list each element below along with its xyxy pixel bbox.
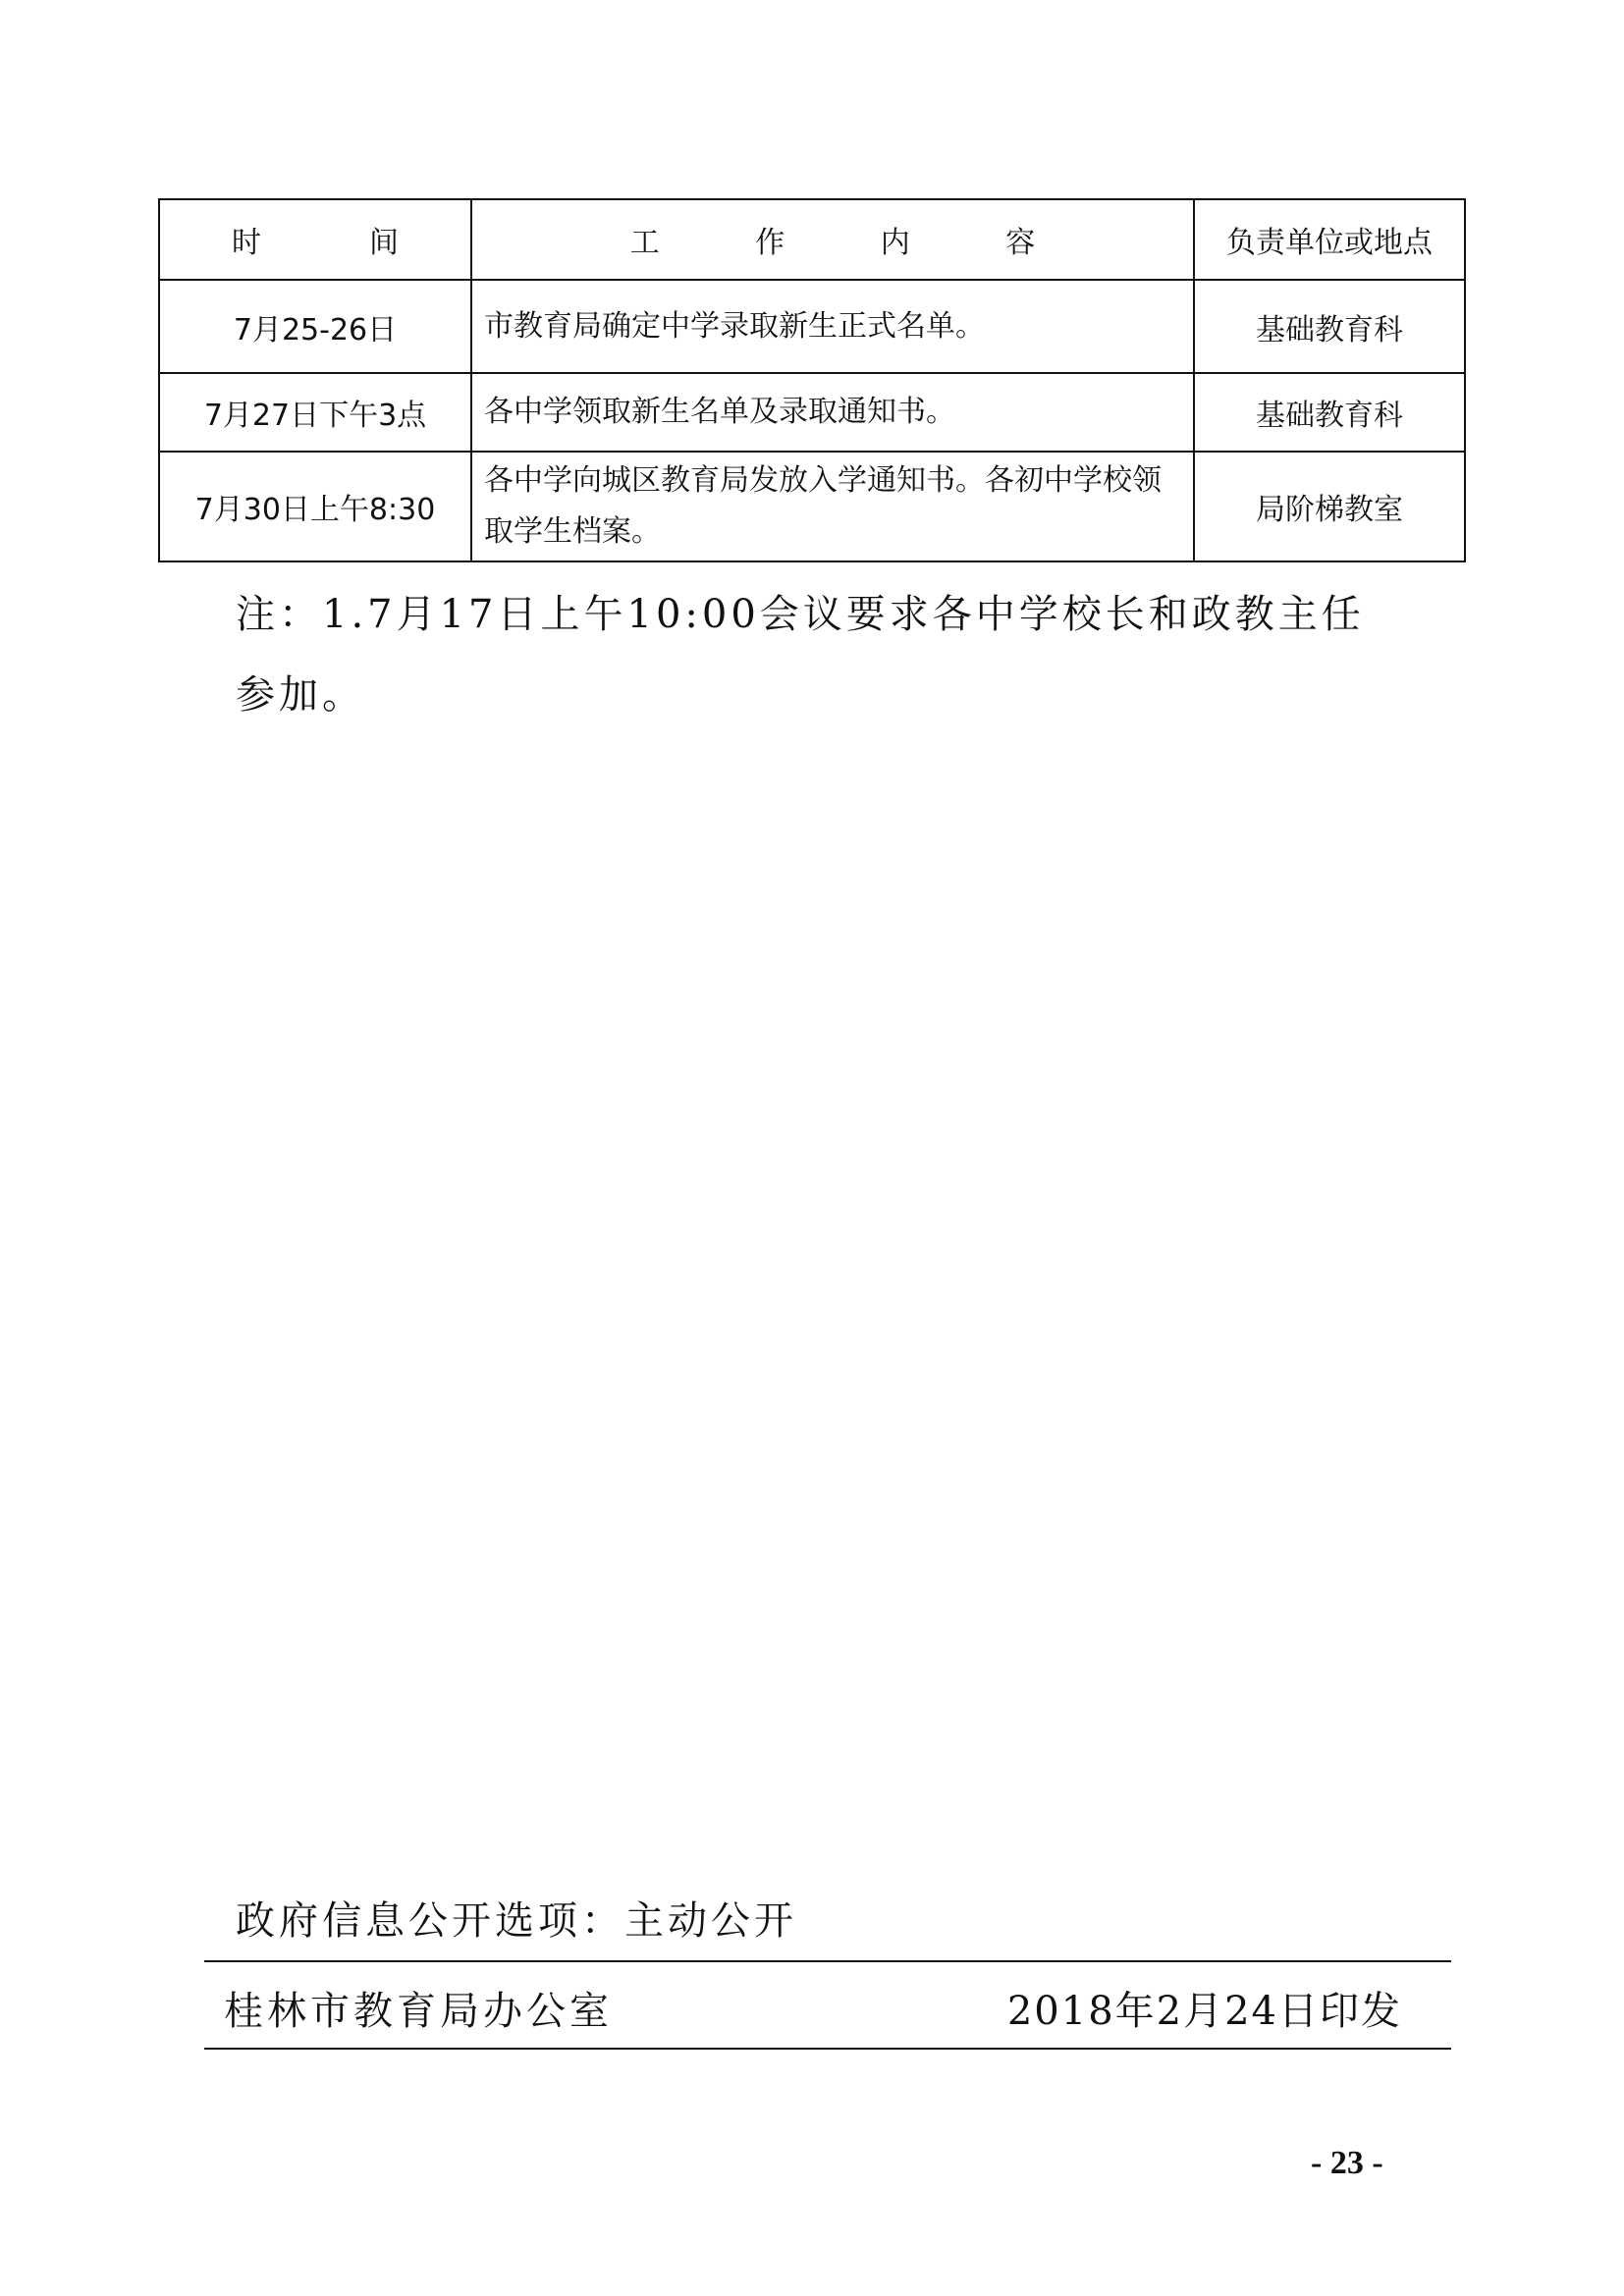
table-row [159, 452, 1465, 561]
table-row [159, 373, 1465, 452]
schedule-table [158, 198, 1466, 562]
row-time: 7月25-26日 [159, 280, 471, 373]
row-time: 7月27日下午3点 [159, 373, 471, 452]
footer-rule-bottom [204, 2048, 1451, 2050]
header-time [159, 199, 471, 280]
issuer: 桂林市教育局办公室 [224, 1989, 613, 2034]
header-content-label: 工 作 内 容 [629, 226, 1079, 260]
header-time-label: 时 间 [232, 226, 438, 260]
row-unit: 基础教育科 [1194, 280, 1465, 373]
issue-date: 2018年2月24日印发 [1006, 1989, 1402, 2034]
table-row [159, 280, 1465, 373]
row-content: 各中学向城区教育局发放入学通知书。各初中学校领取学生档案。 [471, 452, 1194, 561]
disclosure-option: 政府信息公开选项：主动公开 [236, 1898, 797, 1944]
table-header-row [159, 199, 1465, 280]
row-content: 市教育局确定中学录取新生正式名单。 [471, 280, 1194, 373]
row-unit: 局阶梯教室 [1194, 452, 1465, 561]
footer-rule-top [204, 1960, 1451, 1962]
page-number: - 23 - [1311, 2145, 1383, 2181]
meeting-note: 注：1.7月17日上午10:00会议要求各中学校长和政教主任参加。 [236, 592, 1365, 718]
header-content [471, 199, 1194, 280]
row-time: 7月30日上午8:30 [159, 452, 471, 561]
header-unit: 负责单位或地点 [1194, 199, 1465, 280]
row-content: 各中学领取新生名单及录取通知书。 [471, 373, 1194, 452]
row-unit: 基础教育科 [1194, 373, 1465, 452]
